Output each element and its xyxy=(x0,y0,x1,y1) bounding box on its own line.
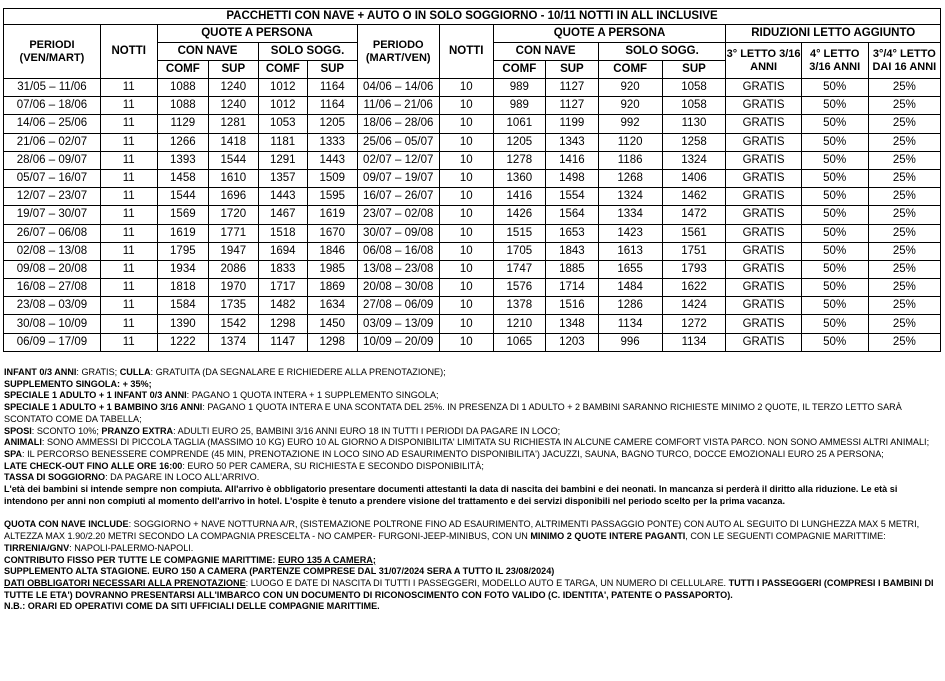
table-cell: 25% xyxy=(868,133,940,151)
table-cell: 11 xyxy=(100,260,157,278)
table-cell: 11 xyxy=(100,115,157,133)
header-riduzioni: RIDUZIONI LETTO AGGIUNTO xyxy=(726,25,941,43)
table-cell: 1595 xyxy=(308,188,357,206)
table-cell: 1240 xyxy=(209,79,258,97)
table-cell: 1670 xyxy=(308,224,357,242)
table-cell: 50% xyxy=(801,133,868,151)
table-cell: 1065 xyxy=(493,333,546,351)
table-cell: 23/07 – 02/08 xyxy=(357,206,439,224)
table-cell: 25/06 – 05/07 xyxy=(357,133,439,151)
table-cell: 50% xyxy=(801,115,868,133)
table-cell: 30/08 – 10/09 xyxy=(4,315,101,333)
table-cell: 06/09 – 17/09 xyxy=(4,333,101,351)
table-cell: 1554 xyxy=(546,188,599,206)
table-cell: 1515 xyxy=(493,224,546,242)
table-cell: 50% xyxy=(801,188,868,206)
note-nb: N.B.: ORARI ED OPERATIVI COME DA SITI UFFICIALI DELLE COMPAGNIE MARITTIME. xyxy=(4,601,380,612)
table-cell: 10/09 – 20/09 xyxy=(357,333,439,351)
table-row xyxy=(4,97,941,115)
table-cell: 1278 xyxy=(493,151,546,169)
table-cell: 11/06 – 21/06 xyxy=(357,97,439,115)
table-cell: 11 xyxy=(100,297,157,315)
table-cell: 1393 xyxy=(157,151,209,169)
table-cell: 1793 xyxy=(662,260,726,278)
table-cell: 1324 xyxy=(662,151,726,169)
table-cell: 1348 xyxy=(546,315,599,333)
table-row xyxy=(4,315,941,333)
table-cell: 1751 xyxy=(662,242,726,260)
table-cell: 10 xyxy=(439,279,493,297)
note-infant: INFANT 0/3 ANNI: GRATIS; CULLA: GRATUITA (DA SEGNALARE E RICHIEDERE ALLA PRENOTAZIONE); xyxy=(4,367,446,377)
table-cell: 992 xyxy=(598,115,662,133)
table-cell: 50% xyxy=(801,242,868,260)
table-cell: 1181 xyxy=(258,133,307,151)
table-cell: 1833 xyxy=(258,260,307,278)
table-cell: 1516 xyxy=(546,297,599,315)
header-periodi: PERIODI (VEN/MART) xyxy=(4,25,101,79)
table-cell: 1443 xyxy=(258,188,307,206)
table-row xyxy=(4,297,941,315)
table-cell: 1795 xyxy=(157,242,209,260)
table-cell: 1985 xyxy=(308,260,357,278)
table-cell: 1199 xyxy=(546,115,599,133)
table-cell: 30/07 – 09/08 xyxy=(357,224,439,242)
table-cell: 10 xyxy=(439,206,493,224)
table-cell: 1450 xyxy=(308,315,357,333)
table-cell: 1467 xyxy=(258,206,307,224)
table-cell: 10 xyxy=(439,97,493,115)
table-cell: 989 xyxy=(493,79,546,97)
table-row xyxy=(4,333,941,351)
table-cell: 1584 xyxy=(157,297,209,315)
table-cell: 50% xyxy=(801,224,868,242)
table-cell: 25% xyxy=(868,297,940,315)
table-cell: 10 xyxy=(439,260,493,278)
table-cell: 25% xyxy=(868,315,940,333)
table-cell: 1564 xyxy=(546,206,599,224)
note-eta: L'età dei bambini si intende sempre non compiuta. All'arrivo è obbligatorio presentare documenti attestanti la data di nascita dei bambini e dei neonati. In mancanza si perderà il diritto alla riduzione. Le età si intendono per anni non compiuti al momento dell'arrivo in hotel. L'ospite è tenuto a prendere visione del trattamento e dei servizi disponibili nel periodo scelto per la prima vacanza. xyxy=(4,484,898,506)
table-cell: 1484 xyxy=(598,279,662,297)
table-cell: GRATIS xyxy=(726,188,801,206)
header-comf: COMF xyxy=(157,61,209,79)
table-cell: 18/06 – 28/06 xyxy=(357,115,439,133)
table-cell: 10 xyxy=(439,242,493,260)
header-notti2: NOTTI xyxy=(439,25,493,79)
table-cell: 1390 xyxy=(157,315,209,333)
table-cell: 1266 xyxy=(157,133,209,151)
table-cell: 1576 xyxy=(493,279,546,297)
header-sup: SUP xyxy=(662,61,726,79)
table-cell: 25% xyxy=(868,97,940,115)
table-cell: 1509 xyxy=(308,169,357,187)
table-cell: 1333 xyxy=(308,133,357,151)
table-cell: 1424 xyxy=(662,297,726,315)
table-cell: GRATIS xyxy=(726,315,801,333)
header-comf: COMF xyxy=(258,61,307,79)
table-cell: 14/06 – 25/06 xyxy=(4,115,101,133)
table-row xyxy=(4,133,941,151)
table-cell: GRATIS xyxy=(726,169,801,187)
table-cell: 1360 xyxy=(493,169,546,187)
table-cell: 11 xyxy=(100,315,157,333)
table-cell: 1343 xyxy=(546,133,599,151)
table-cell: 11 xyxy=(100,79,157,97)
table-cell: 07/06 – 18/06 xyxy=(4,97,101,115)
table-cell: 09/08 – 20/08 xyxy=(4,260,101,278)
table-cell: 1747 xyxy=(493,260,546,278)
table-cell: 25% xyxy=(868,333,940,351)
table-cell: 10 xyxy=(439,169,493,187)
table-cell: 1272 xyxy=(662,315,726,333)
note-animali: ANIMALI: SONO AMMESSI DI PICCOLA TAGLIA (MASSIMO 10 KG) EURO 10 AL GIORNO A DISPONIBILITA' LIMITATA SU RICHIESTA IN ALCUNE CAMERE COMFORT VISTA PARCO. NON SONO AMMESSI ALTRI ANIMALI; xyxy=(4,437,930,448)
table-cell: 1443 xyxy=(308,151,357,169)
table-cell: 1222 xyxy=(157,333,209,351)
price-table xyxy=(3,8,941,352)
table-cell: 1374 xyxy=(209,333,258,351)
table-cell: 16/07 – 26/07 xyxy=(357,188,439,206)
table-cell: 1416 xyxy=(546,151,599,169)
table-cell: 27/08 – 06/09 xyxy=(357,297,439,315)
table-cell: 11 xyxy=(100,333,157,351)
table-cell: 920 xyxy=(598,79,662,97)
table-cell: 1203 xyxy=(546,333,599,351)
table-cell: GRATIS xyxy=(726,133,801,151)
table-cell: 1869 xyxy=(308,279,357,297)
table-cell: 25% xyxy=(868,169,940,187)
table-cell: 10 xyxy=(439,79,493,97)
table-cell: 1947 xyxy=(209,242,258,260)
header-quote: QUOTE A PERSONA xyxy=(157,25,357,43)
table-cell: 1518 xyxy=(258,224,307,242)
table-cell: 1482 xyxy=(258,297,307,315)
header-letto4: 4° LETTO 3/16 ANNI xyxy=(801,43,868,79)
header-periodo2: PERIODO (MART/VEN) xyxy=(357,25,439,79)
table-cell: 1544 xyxy=(157,188,209,206)
table-cell: GRATIS xyxy=(726,260,801,278)
table-cell: 1058 xyxy=(662,97,726,115)
table-cell: 10 xyxy=(439,188,493,206)
table-cell: 1406 xyxy=(662,169,726,187)
table-cell: 1634 xyxy=(308,297,357,315)
table-cell: 1622 xyxy=(662,279,726,297)
table-cell: 1298 xyxy=(308,333,357,351)
table-cell: 25% xyxy=(868,206,940,224)
table-cell: 50% xyxy=(801,97,868,115)
table-cell: 10 xyxy=(439,133,493,151)
table-cell: 50% xyxy=(801,297,868,315)
table-row xyxy=(4,188,941,206)
table-cell: 1088 xyxy=(157,97,209,115)
note-alta-stagione: SUPPLEMENTO ALTA STAGIONE. EURO 150 A CAMERA (PARTENZE COMPRESE DAL 31/07/2024 SERA A TUTTO IL 23/08/2024) xyxy=(4,566,555,577)
table-cell: 16/08 – 27/08 xyxy=(4,279,101,297)
table-cell: 13/08 – 23/08 xyxy=(357,260,439,278)
table-cell: 1418 xyxy=(209,133,258,151)
table-cell: 09/07 – 19/07 xyxy=(357,169,439,187)
header-quote2: QUOTE A PERSONA xyxy=(493,25,726,43)
table-cell: 31/05 – 11/06 xyxy=(4,79,101,97)
table-cell: 1205 xyxy=(493,133,546,151)
table-cell: 10 xyxy=(439,297,493,315)
notes-section xyxy=(4,367,939,613)
table-cell: 25% xyxy=(868,115,940,133)
table-cell: GRATIS xyxy=(726,79,801,97)
table-cell: 1655 xyxy=(598,260,662,278)
header-solo-sogg2: SOLO SOGG. xyxy=(598,43,726,61)
note-speciale-infant: SPECIALE 1 ADULTO + 1 INFANT 0/3 ANNI: PAGANO 1 QUOTA INTERA + 1 SUPPLEMENTO SINGOLA; xyxy=(4,390,439,401)
table-title: PACCHETTI CON NAVE + AUTO O IN SOLO SOGGIORNO - 10/11 NOTTI IN ALL INCLUSIVE xyxy=(4,9,941,25)
header-sup: SUP xyxy=(546,61,599,79)
table-row xyxy=(4,260,941,278)
table-cell: 50% xyxy=(801,315,868,333)
table-cell: 1134 xyxy=(598,315,662,333)
table-cell: 1613 xyxy=(598,242,662,260)
table-cell: 23/08 – 03/09 xyxy=(4,297,101,315)
note-late-checkout: LATE CHECK-OUT FINO ALLE ORE 16:00: EURO 50 PER CAMERA, SU RICHIESTA E SECONDO DISPONIBILITÀ; xyxy=(4,460,484,471)
table-cell: 1281 xyxy=(209,115,258,133)
table-cell: 20/08 – 30/08 xyxy=(357,279,439,297)
table-cell: 25% xyxy=(868,224,940,242)
table-cell: 1127 xyxy=(546,79,599,97)
table-cell: 04/06 – 14/06 xyxy=(357,79,439,97)
table-cell: 1186 xyxy=(598,151,662,169)
table-cell: 1334 xyxy=(598,206,662,224)
table-cell: 1610 xyxy=(209,169,258,187)
table-cell: 25% xyxy=(868,279,940,297)
table-cell: 989 xyxy=(493,97,546,115)
table-cell: 1286 xyxy=(598,297,662,315)
table-cell: 1426 xyxy=(493,206,546,224)
header-notti: NOTTI xyxy=(100,25,157,79)
table-cell: 1735 xyxy=(209,297,258,315)
table-cell: 1544 xyxy=(209,151,258,169)
table-cell: 1129 xyxy=(157,115,209,133)
table-cell: 25% xyxy=(868,188,940,206)
table-row xyxy=(4,151,941,169)
table-cell: 1164 xyxy=(308,97,357,115)
table-cell: 03/09 – 13/09 xyxy=(357,315,439,333)
table-cell: 1210 xyxy=(493,315,546,333)
table-cell: 2086 xyxy=(209,260,258,278)
table-cell: 1012 xyxy=(258,97,307,115)
table-row xyxy=(4,206,941,224)
header-comf: COMF xyxy=(493,61,546,79)
table-cell: 1653 xyxy=(546,224,599,242)
table-cell: 1714 xyxy=(546,279,599,297)
table-row xyxy=(4,169,941,187)
table-cell: 11 xyxy=(100,224,157,242)
table-cell: 1053 xyxy=(258,115,307,133)
table-cell: 1885 xyxy=(546,260,599,278)
table-cell: 26/07 – 06/08 xyxy=(4,224,101,242)
table-cell: 1127 xyxy=(546,97,599,115)
table-cell: 11 xyxy=(100,206,157,224)
table-cell: 10 xyxy=(439,151,493,169)
table-cell: 50% xyxy=(801,333,868,351)
table-cell: 11 xyxy=(100,133,157,151)
table-cell: GRATIS xyxy=(726,206,801,224)
table-cell: 1542 xyxy=(209,315,258,333)
table-cell: 1134 xyxy=(662,333,726,351)
header-sup: SUP xyxy=(209,61,258,79)
table-cell: 25% xyxy=(868,151,940,169)
table-cell: GRATIS xyxy=(726,279,801,297)
note-dati-obbligatori: DATI OBBLIGATORI NECESSARI ALLA PRENOTAZIONE: LUOGO E DATE DI NASCITA DI TUTTI I PASSEGGERI, MODELLO AUTO E TARGA, UN NUMERO DI CELLULARE. TUTTI I PASSEGGERI (COMPRESI I BAMBINI DI TUTTE LE ETA') DOVRANNO PRESENTARSI ALL'IMBARCO CON UN DOCUMENTO DI RICONOSCIMENTO CON FOTO VALIDO (C. IDENTITA', PATENTE O PASSAPORTO). xyxy=(4,577,934,600)
table-cell: 11 xyxy=(100,169,157,187)
table-cell: 1120 xyxy=(598,133,662,151)
header-sup: SUP xyxy=(308,61,357,79)
table-cell: 06/08 – 16/08 xyxy=(357,242,439,260)
header-letto3: 3° LETTO 3/16 ANNI xyxy=(726,43,801,79)
table-cell: GRATIS xyxy=(726,151,801,169)
table-cell: 11 xyxy=(100,279,157,297)
table-cell: 1846 xyxy=(308,242,357,260)
note-tassa: TASSA DI SOGGIORNO: DA PAGARE IN LOCO ALL'ARRIVO. xyxy=(4,472,260,483)
table-cell: 10 xyxy=(439,115,493,133)
table-cell: 1423 xyxy=(598,224,662,242)
header-con-nave: CON NAVE xyxy=(157,43,258,61)
table-cell: 1705 xyxy=(493,242,546,260)
table-cell: 1771 xyxy=(209,224,258,242)
table-cell: 1088 xyxy=(157,79,209,97)
table-cell: 50% xyxy=(801,279,868,297)
table-cell: 11 xyxy=(100,242,157,260)
note-sposi: SPOSI: SCONTO 10%; PRANZO EXTRA: ADULTI EURO 25, BAMBINI 3/16 ANNI EURO 18 IN TUTTI I PERIODI DA PAGARE IN LOCO; xyxy=(4,425,561,436)
table-cell: 1462 xyxy=(662,188,726,206)
table-cell: 1240 xyxy=(209,97,258,115)
table-cell: 1720 xyxy=(209,206,258,224)
table-cell: 25% xyxy=(868,260,940,278)
table-row xyxy=(4,79,941,97)
table-cell: 1258 xyxy=(662,133,726,151)
table-cell: 1843 xyxy=(546,242,599,260)
table-cell: 1717 xyxy=(258,279,307,297)
table-cell: 1970 xyxy=(209,279,258,297)
table-cell: 02/08 – 13/08 xyxy=(4,242,101,260)
table-cell: GRATIS xyxy=(726,333,801,351)
table-cell: 1934 xyxy=(157,260,209,278)
table-row xyxy=(4,279,941,297)
table-cell: GRATIS xyxy=(726,97,801,115)
table-cell: 11 xyxy=(100,97,157,115)
table-cell: 1619 xyxy=(308,206,357,224)
header-letto34: 3°/4° LETTO DAI 16 ANNI xyxy=(868,43,940,79)
table-cell: 25% xyxy=(868,79,940,97)
table-cell: 920 xyxy=(598,97,662,115)
table-cell: 1130 xyxy=(662,115,726,133)
table-cell: 1561 xyxy=(662,224,726,242)
table-cell: 1058 xyxy=(662,79,726,97)
table-cell: 10 xyxy=(439,315,493,333)
table-cell: GRATIS xyxy=(726,242,801,260)
table-cell: 50% xyxy=(801,260,868,278)
table-cell: 1147 xyxy=(258,333,307,351)
table-cell: 1012 xyxy=(258,79,307,97)
table-cell: GRATIS xyxy=(726,297,801,315)
header-solo-sogg: SOLO SOGG. xyxy=(258,43,357,61)
note-speciale-bambino: SPECIALE 1 ADULTO + 1 BAMBINO 3/16 ANNI: PAGANO 1 QUOTA INTERA E UNA SCONTATA DEL 25%. IN PRESENZA DI 1 ADULTO + 2 BAMBINI SARANNO RICHIESTE MINIMO 2 QUOTE, IL TERZO LETTO SARÀ SCONTATO COME DA TABELLA; xyxy=(4,402,902,424)
table-cell: 1205 xyxy=(308,115,357,133)
table-cell: 1378 xyxy=(493,297,546,315)
table-cell: 05/07 – 16/07 xyxy=(4,169,101,187)
table-cell: 1061 xyxy=(493,115,546,133)
table-cell: 1357 xyxy=(258,169,307,187)
table-cell: 1619 xyxy=(157,224,209,242)
table-cell: 25% xyxy=(868,242,940,260)
table-cell: 50% xyxy=(801,206,868,224)
table-cell: 50% xyxy=(801,151,868,169)
table-cell: 11 xyxy=(100,151,157,169)
table-cell: 1818 xyxy=(157,279,209,297)
table-row xyxy=(4,242,941,260)
table-cell: 50% xyxy=(801,79,868,97)
table-cell: 1696 xyxy=(209,188,258,206)
header-con-nave2: CON NAVE xyxy=(493,43,598,61)
table-cell: 1291 xyxy=(258,151,307,169)
table-cell: GRATIS xyxy=(726,224,801,242)
note-contributo: CONTRIBUTO FISSO PER TUTTE LE COMPAGNIE MARITTIME: EURO 135 A CAMERA; xyxy=(4,554,376,565)
table-row xyxy=(4,115,941,133)
table-cell: 996 xyxy=(598,333,662,351)
table-cell: 12/07 – 23/07 xyxy=(4,188,101,206)
table-cell: 1324 xyxy=(598,188,662,206)
note-spa: SPA: IL PERCORSO BENESSERE COMPRENDE (45 MIN, PRENOTAZIONE IN LOCO SINO AD ESAURIMENTO DISPONIBILITA') JACUZZI, SAUNA, BAGNO TURCO, DOCCE EMOZIONALI EURO 25 A PERSONA; xyxy=(4,448,884,459)
table-cell: 11 xyxy=(100,188,157,206)
note-singola: SUPPLEMENTO SINGOLA: + 35%; xyxy=(4,378,152,389)
table-cell: 1498 xyxy=(546,169,599,187)
header-comf: COMF xyxy=(598,61,662,79)
table-cell: 1458 xyxy=(157,169,209,187)
table-cell: 1268 xyxy=(598,169,662,187)
table-cell: 50% xyxy=(801,169,868,187)
table-cell: 1416 xyxy=(493,188,546,206)
table-cell: 1569 xyxy=(157,206,209,224)
table-cell: 28/06 – 09/07 xyxy=(4,151,101,169)
table-cell: 21/06 – 02/07 xyxy=(4,133,101,151)
table-cell: 02/07 – 12/07 xyxy=(357,151,439,169)
table-cell: 1472 xyxy=(662,206,726,224)
note-quota-nave: QUOTA CON NAVE INCLUDE: SOGGIORNO + NAVE NOTTURNA A/R, (SISTEMAZIONE POLTRONE FINO AD ESAURIMENTO, ALTRIMENTI PASSAGGIO PONTE) CON AUTO AL SEGUITO DI LUNGHEZZA MAX 5 METRI, ALTEZZA MAX 1.90/2.20 METRI SECONDO LA COMPAGNIA PRESCELTA - NO CAMPER- FURGONI-JEEP-MINIBUS, CON UN MINIMO 2 QUOTE INTERE PAGANTI, CON LE SEGUENTI COMPAGNIE MARITTIME: TIRRENIA/GNV: NAPOLI-PALERMO-NAPOLI. xyxy=(4,519,920,553)
table-cell: 1298 xyxy=(258,315,307,333)
table-cell: 1164 xyxy=(308,79,357,97)
table-cell: 10 xyxy=(439,333,493,351)
table-cell: 1694 xyxy=(258,242,307,260)
table-cell: 19/07 – 30/07 xyxy=(4,206,101,224)
table-cell: 10 xyxy=(439,224,493,242)
table-cell: GRATIS xyxy=(726,115,801,133)
table-row xyxy=(4,224,941,242)
